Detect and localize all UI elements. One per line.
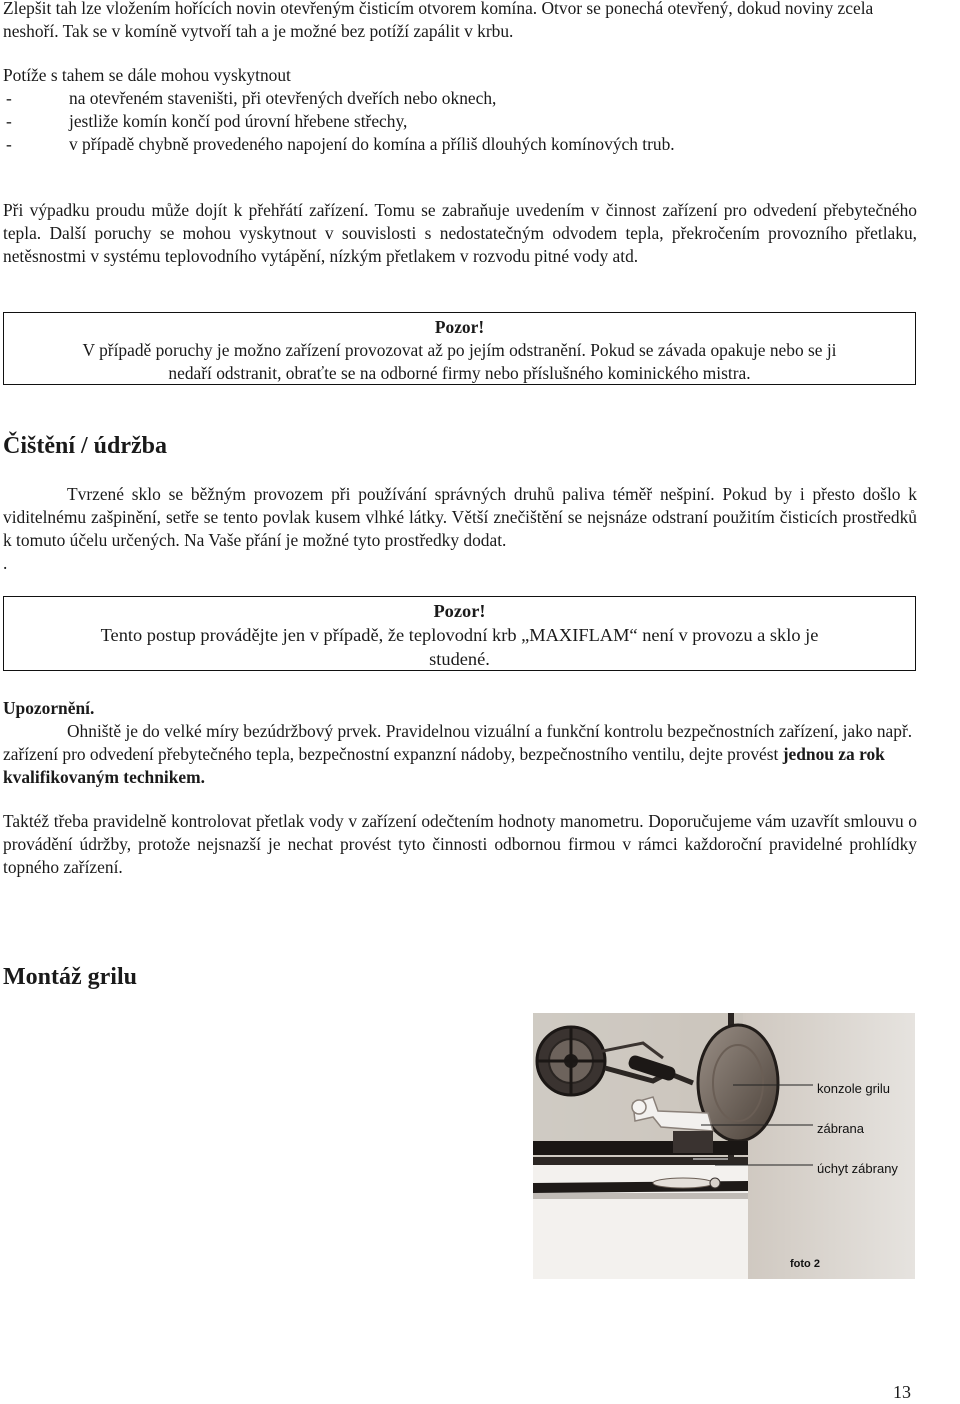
warning-title: Pozor! [433, 601, 486, 621]
list-dash: - [6, 134, 12, 154]
label-barrier: zábrana [817, 1121, 864, 1136]
cleaning-text: Tvrzené sklo se běžným provozem při používání správných druhů paliva téměř nešpiní. Pokud by i přesto došlo k viditelnému zašpinění, setře se tento povlak kusem vlhké látky. Větší znečištění se nejsnáze odstraní použitím čisticích prostředků k tomuto účelu určených. Na Vaše přání je možné tyto prostředky dodat. [3, 484, 917, 550]
list-item-text: jestliže komín končí pod úrovní hřebene střechy, [69, 111, 408, 131]
grill-photo [533, 1013, 915, 1279]
warning-line: V případě poruchy je možno zařízení provozovat až po jejím odstranění. Pokud se závada opakuje nebo se ji [82, 340, 837, 360]
photo-caption: foto 2 [790, 1258, 820, 1270]
power-outage-paragraph: Při výpadku proudu může dojít k přehřátí zařízení. Tomu se zabraňuje uvedením v činnost zařízení pro odvedení přebytečného tepla. Další poruchy se mohou vyskytnout v souvislosti s nedostatečným odvodem tepla, překročením provozního přetlaku, netěsnostmi v systému teplovodního vytápění, nízkým přetlakem v rozvodu pitné vody atd. [3, 200, 917, 266]
list-item-text: v případě chybně provedeného napojení do komína a příliš dlouhých komínových trub. [69, 134, 675, 154]
intro-paragraph: Zlepšit tah lze vložením hořících novin otevřeným čisticím otvorem komína. Otvor se ponechá otevřený, dokud noviny zcela neshoří. Tak se v komíně vytvoří tah a je možné bez potíží zapálit v krbu. [3, 0, 874, 41]
list-dash: - [6, 111, 12, 131]
label-console: konzole grilu [817, 1081, 890, 1096]
list-item [3, 87, 917, 110]
cleaning-heading: Čištění / údržba [3, 433, 168, 459]
grill-heading: Montáž grilu [3, 964, 137, 990]
list-dash: - [6, 88, 12, 108]
trailing-dot: . [3, 553, 8, 573]
warning-line: nedaří odstranit, obraťte se na odborné firmy nebo příslušného kominického mistra. [168, 363, 751, 383]
notice-paragraph [3, 697, 917, 789]
warning-line: studené. [429, 649, 490, 669]
page-number: 13 [893, 1382, 911, 1402]
draft-problems-list [3, 64, 917, 156]
draft-problems-lead: Potíže s tahem se dále mohou vyskytnout [3, 65, 291, 85]
label-handle: úchyt zábrany [817, 1161, 898, 1176]
notice-label: Upozornění. [3, 698, 95, 718]
cleaning-paragraph [3, 483, 917, 575]
list-item [3, 110, 917, 133]
warning-line: Tento postup provádějte jen v případě, že teplovodní krb „MAXIFLAM“ není v provozu a sklo je [100, 625, 819, 645]
list-item-text: na otevřeném staveništi, při otevřených dveřích nebo oknech, [69, 88, 497, 108]
warning-title: Pozor! [434, 317, 485, 337]
notice-emphasis: jednou za rok kvalifikovaným technikem. [3, 744, 885, 787]
warning-box-1 [3, 312, 916, 385]
grill-photo-illustration [533, 1013, 915, 1279]
notice-text: Ohniště je do velké míry bezúdržbový prvek. Pravidelnou vizuální a funkční kontrolu bezpečnostních zařízení, jako např. zařízení pro odvedení přebytečného tepla, bezpečnostní expanzní nádoby, bezpečnostního ventilu, dejte provést [3, 721, 913, 764]
warning-box-2 [3, 596, 916, 671]
pressure-paragraph: Taktéž třeba pravidelně kontrolovat přetlak vody v zařízení odečtením hodnoty manometru. Doporučujeme vám uzavřít smlouvu o provádění údržby, protože nejsnazší je nechat provést tyto činnosti odbornou firmou v rámci každoroční pravidelné prohlídky topného zařízení. [3, 811, 917, 877]
list-item [3, 133, 917, 156]
